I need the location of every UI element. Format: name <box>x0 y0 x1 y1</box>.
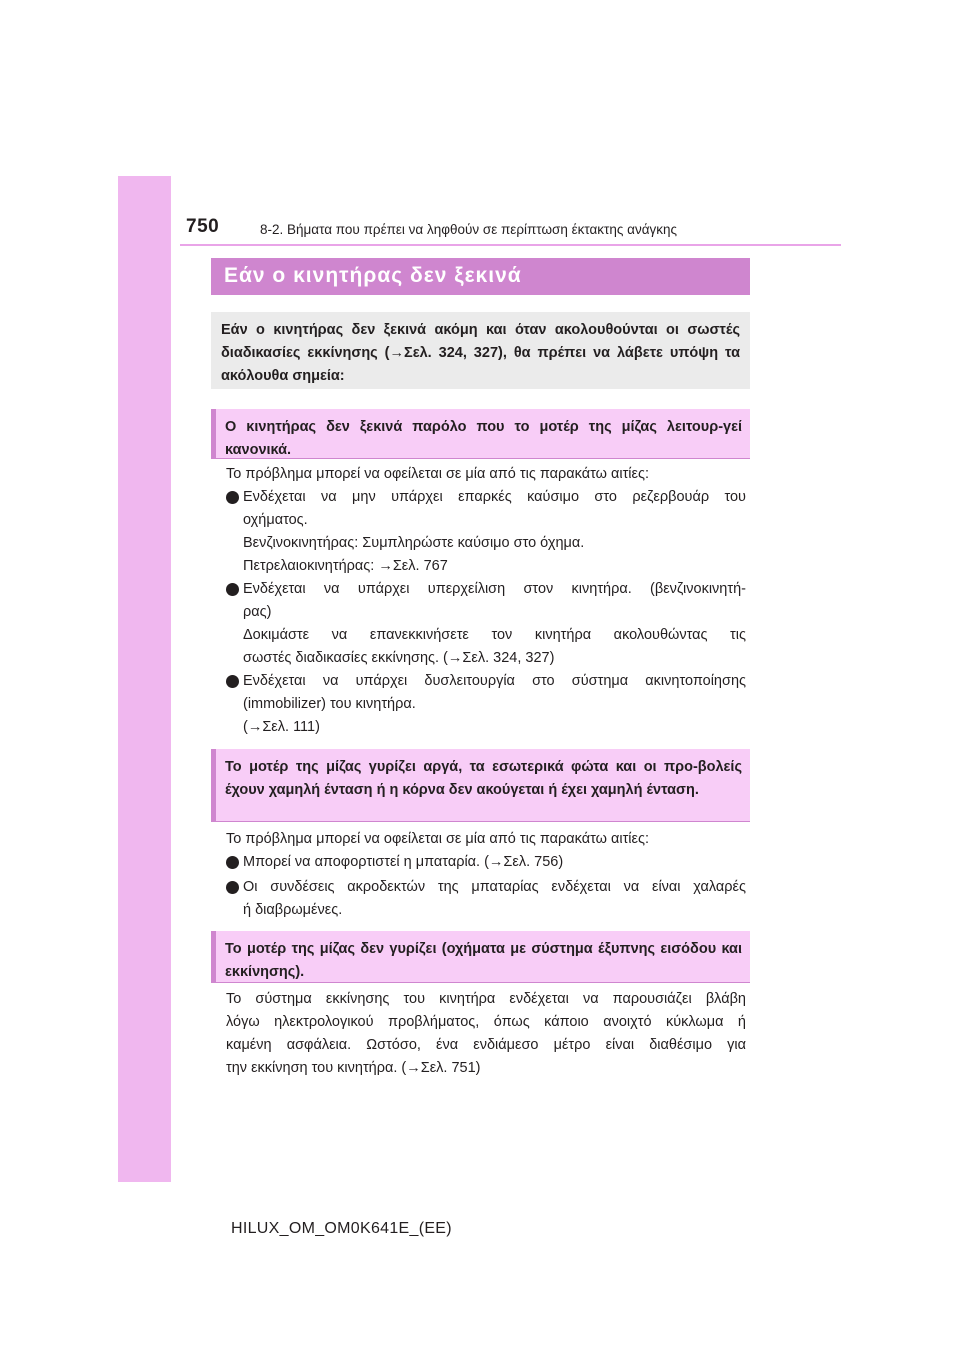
topic-heading-starter-slow: Το μοτέρ της μίζας γυρίζει αργά, τα εσωτερικά φώτα και οι προ-βολείς έχουν χαμηλή ένταση ή η κόρνα δεν ακούγεται ή έχει χαμηλή ένταση. <box>211 749 750 822</box>
header-divider <box>180 244 841 246</box>
body-line: Το σύστημα εκκίνησης του κινητήρα ενδέχεται να παρουσιάζει βλάβη <box>226 991 746 1007</box>
bullet-line: Ενδέχεται να υπάρχει δυσλειτουργία στο σύστημα ακινητοποίησης <box>243 673 746 689</box>
bullet-line: οχήματος. <box>243 512 308 528</box>
body-line: λόγω ηλεκτρολογικού προβλήματος, όπως κάποιο ανοιχτό κύκλωμα ή <box>226 1014 746 1030</box>
document-footer-code: HILUX_OM_OM0K641E_(EE) <box>231 1220 452 1237</box>
bullet-line: Ενδέχεται να υπάρχει υπερχείλιση στον κινητήρα. (βενζινοκινητή- <box>243 581 746 597</box>
bullet-line: Δοκιμάστε να επανεκκινήσετε τον κινητήρα ακολουθώντας τις <box>243 627 746 643</box>
bullet-icon <box>226 583 239 596</box>
bullet-line: Μπορεί να αποφορτιστεί η μπαταρία. (→Σελ. 756) <box>243 854 564 870</box>
bullet-item <box>243 876 746 922</box>
bullet-icon <box>226 881 239 894</box>
page-title: Εάν ο κινητήρας δεν ξεκινά <box>224 264 522 287</box>
body-line: καμένη ασφάλεια. Ωστόσο, ένα ενδιάμεσο μέτρο είναι διαθέσιμο για <box>226 1037 746 1053</box>
bullet-item <box>243 486 746 578</box>
bullet-line: Βενζινοκινητήρας: Συμπληρώστε καύσιμο στο όχημα. <box>243 535 585 551</box>
chapter-tab-strip <box>118 176 171 1182</box>
intro-box: Εάν ο κινητήρας δεν ξεκινά ακόμη και όταν ακολουθούνται οι σωστές διαδικασίες εκκίνησης (→Σελ. 324, 327), θα πρέπει να λάβετε υπόψη τα ακόλουθα σημεία: <box>211 312 750 389</box>
bullet-item <box>243 670 746 739</box>
bullet-line: Ενδέχεται να μην υπάρχει επαρκές καύσιμο στο ρεζερβουάρ του <box>243 489 746 505</box>
bullet-item <box>243 578 746 670</box>
bullet-icon <box>226 675 239 688</box>
topic-heading-starter-not-turning: Το μοτέρ της μίζας δεν γυρίζει (οχήματα με σύστημα έξυπνης εισόδου και εκκίνησης). <box>211 931 750 983</box>
bullet-icon <box>226 491 239 504</box>
topic-heading-starter-operates: Ο κινητήρας δεν ξεκινά παρόλο που το μοτέρ της μίζας λειτουρ-γεί κανονικά. <box>211 409 750 459</box>
bullet-icon <box>226 856 239 869</box>
page-number: 750 <box>186 216 220 237</box>
bullet-line: ρας) <box>243 604 272 620</box>
bullet-line: σωστές διαδικασίες εκκίνησης. (→Σελ. 324, 327) <box>243 650 555 666</box>
section1-lead: Το πρόβλημα μπορεί να οφείλεται σε μία από τις παρακάτω αιτίες: <box>226 466 650 482</box>
bullet-item <box>243 851 746 874</box>
bullet-line: (immobilizer) του κινητήρα. <box>243 696 416 712</box>
bullet-line: (→Σελ. 111) <box>243 719 320 735</box>
section3-body <box>226 988 746 1080</box>
bullet-line: Οι συνδέσεις ακροδεκτών της μπαταρίας ενδέχεται να είναι χαλαρές <box>243 879 746 895</box>
section2-lead: Το πρόβλημα μπορεί να οφείλεται σε μία από τις παρακάτω αιτίες: <box>226 831 650 847</box>
section-heading: 8-2. Βήματα που πρέπει να ληφθούν σε περίπτωση έκτακτης ανάγκης <box>260 222 678 237</box>
page-title-bar <box>211 258 750 295</box>
bullet-line: ή διαβρωμένες. <box>243 902 343 918</box>
bullet-line: Πετρελαιοκινητήρας: →Σελ. 767 <box>243 558 448 574</box>
body-line: την εκκίνηση του κινητήρα. (→Σελ. 751) <box>226 1060 481 1076</box>
